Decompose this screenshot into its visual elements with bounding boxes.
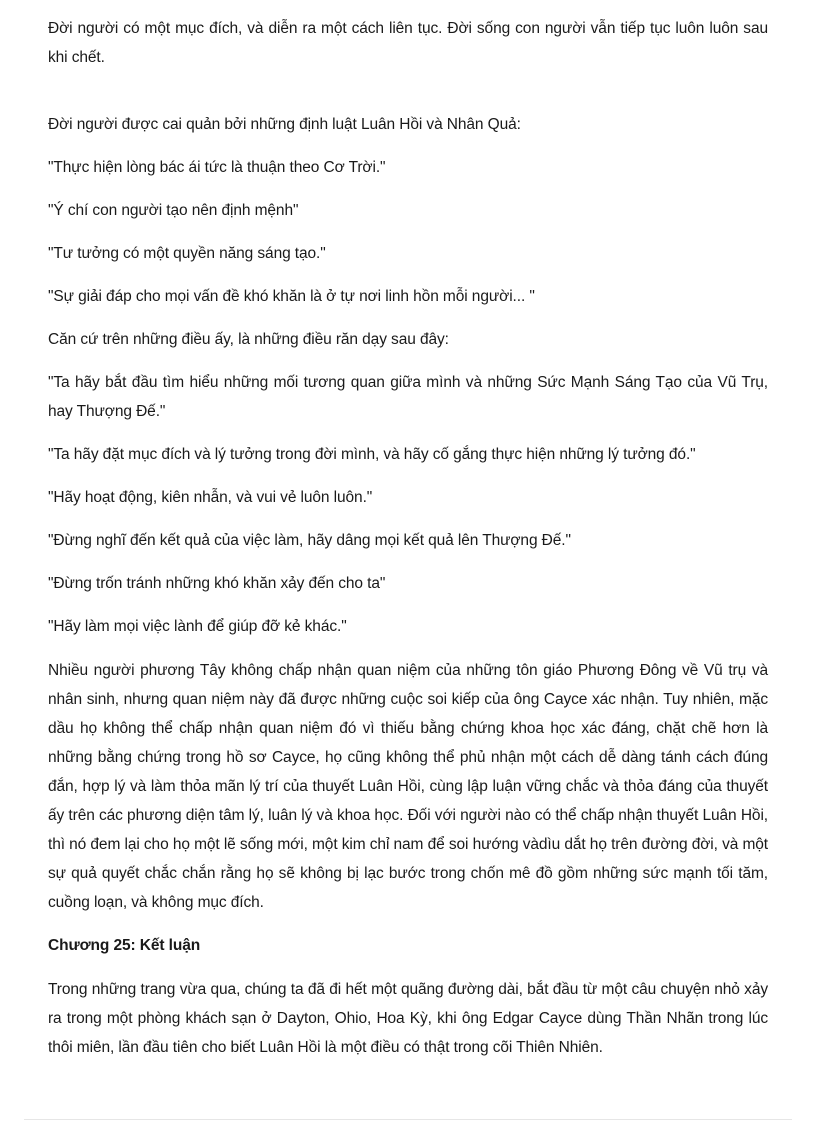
quote-will: "Ý chí con người tạo nên định mệnh": [48, 202, 299, 219]
quote-creative-forces: "Ta hãy bắt đầu tìm hiểu những mối tương quan giữa mình và những Sức Mạnh Sáng Tạo của Vũ Trụ, hay Thượng Đế.": [48, 374, 768, 420]
paragraph-conclusion: Trong những trang vừa qua, chúng ta đã đi hết một quãng đường dài, bắt đầu từ một câu chuyện nhỏ xảy ra trong một phòng khách sạn ở Dayton, Ohio, Hoa Kỳ, khi ông Edgar Cayce dùng Thần Nhãn trong lúc thôi miên, lần đầu tiên cho biết Luân Hồi là một điều có thật trong cõi Thiên Nhiên.: [48, 981, 768, 1056]
quote-soul: "Sự giải đáp cho mọi vấn đề khó khăn là ở tự nơi linh hồn mỗi người... ": [48, 288, 535, 305]
quote-good-deeds: "Hãy làm mọi việc lành để giúp đỡ kẻ khác.": [48, 618, 347, 635]
paragraph-western-view: Nhiều người phương Tây không chấp nhận quan niệm của những tôn giáo Phương Đông về Vũ trụ và nhân sinh, nhưng quan niệm này đã được những cuộc soi kiếp của ông Cayce xác nhận. Tuy nhiên, mặc dầu họ không thể chấp nhận quan niệm đó vì thiếu bằng chứng khoa học xác đáng, chặt chẽ hơn là những bằng chứng trong hồ sơ Cayce, họ cũng không thể phủ nhận một cách dễ dàng tánh cách đúng đắn, hợp lý và làm thỏa mãn lý trí của thuyết Luân Hồi, cùng lập luận vững chắc và thỏa đáng của thuyết ấy trên các phương diện tâm lý, luân lý và khoa học. Đối với người nào có thể chấp nhận thuyết Luân Hồi, thì nó đem lại cho họ một lẽ sống mới, một kim chỉ nam để soi hướng vàdìu dắt họ trên đường đời, và một sự quả quyết chắc chắn rằng họ sẽ không bị lạc bước trong chốn mê đồ gồm những sức mạnh tối tăm, cuồng loạn, và không mục đích.: [48, 662, 768, 911]
paragraph-laws-intro: Đời người được cai quản bởi những định luật Luân Hồi và Nhân Quả:: [48, 116, 521, 133]
quote-charity: "Thực hiện lòng bác ái tức là thuận theo Cơ Trời.": [48, 159, 386, 176]
page-bottom-divider: [24, 1119, 792, 1120]
paragraph-teachings-intro: Căn cứ trên những điều ấy, là những điều răn dạy sau đây:: [48, 331, 449, 348]
document-page: [48, 14, 768, 1062]
quote-activity: "Hãy hoạt động, kiên nhẫn, và vui vẻ luôn luôn.": [48, 489, 373, 506]
quote-results: "Đừng nghĩ đến kết quả của việc làm, hãy dâng mọi kết quả lên Thượng Đế.": [48, 532, 571, 549]
quote-ideals: "Ta hãy đặt mục đích và lý tưởng trong đời mình, và hãy cố gắng thực hiện những lý tưởng đó.": [48, 446, 696, 463]
quote-thought: "Tư tưởng có một quyền năng sáng tạo.": [48, 245, 326, 262]
paragraph-life-purpose: Đời người có một mục đích, và diễn ra một cách liên tục. Đời sống con người vẫn tiếp tục luôn luôn sau khi chết.: [48, 20, 768, 66]
quote-difficulties: "Đừng trốn tránh những khó khăn xảy đến cho ta": [48, 575, 386, 592]
chapter-heading: Chương 25: Kết luận: [48, 937, 201, 954]
